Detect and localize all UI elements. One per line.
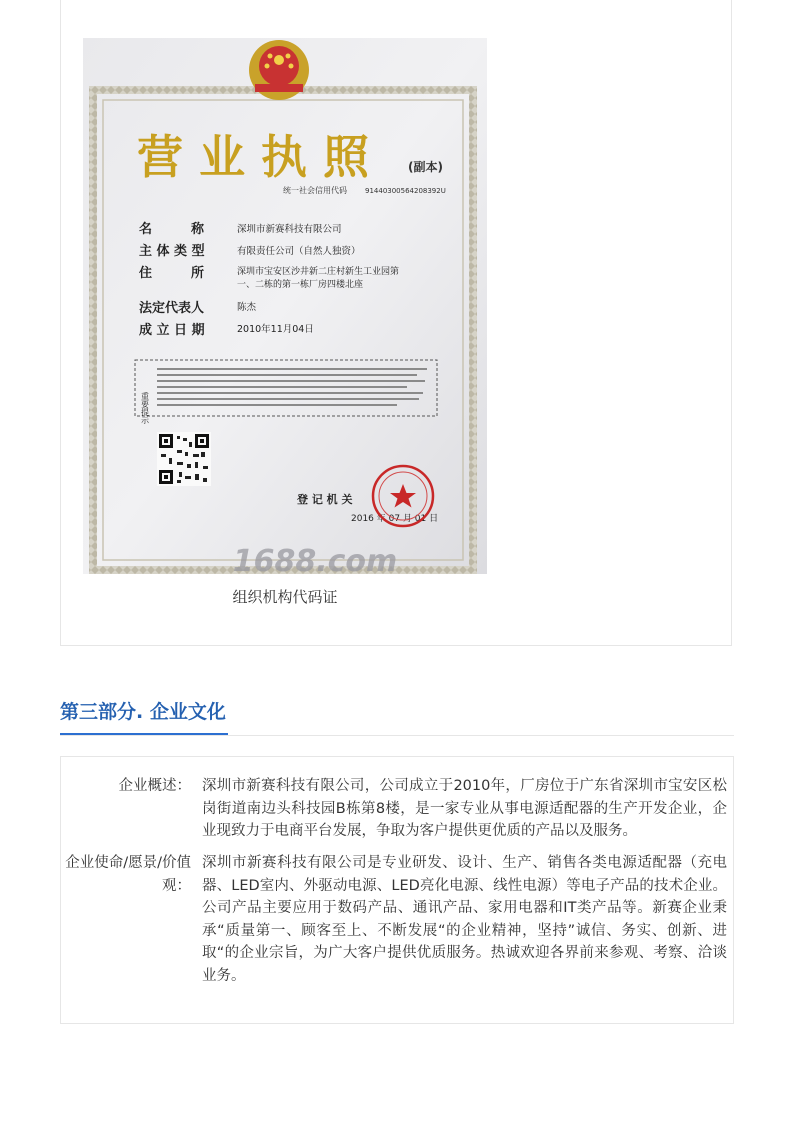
credit-code-label: 统一社会信用代码 — [283, 186, 347, 195]
mission-label: 企业使命/愿景/价值观： — [65, 855, 191, 894]
field-value-rep: 陈杰 — [237, 302, 257, 313]
overview-text: 深圳市新赛科技有限公司，公司成立于2010年，厂房位于广东省深圳市宝安区松岗街道南边头科技园B栋第8楼，是一家专业从事电源适配器的生产开发企业，企业现致力于电商平台发展，争取为客户提供更优质的产品以及服务。 — [202, 778, 727, 839]
business-license-image[interactable] — [83, 38, 487, 574]
certificate-caption: 组织机构代码证 — [232, 588, 338, 606]
field-value-address-2: 一、二栋的第一栋厂房四楼北座 — [237, 280, 364, 290]
field-label-rep: 法定代表人 — [139, 301, 205, 316]
national-emblem-icon — [249, 40, 309, 100]
watermark: 1688.com — [232, 544, 398, 574]
issue-date: 2016 年 07 月 01 日 — [351, 514, 439, 524]
field-value-type: 有限责任公司（自然人独资） — [237, 246, 361, 257]
registrar-label: 登 记 机 关 — [297, 493, 353, 506]
field-label-date: 成 立 日 期 — [139, 323, 205, 338]
culture-card — [60, 756, 734, 1024]
field-label-type: 主 体 类 型 — [139, 244, 205, 259]
license-title: 营 业 执 照 — [136, 130, 370, 184]
copy-note: (副本) — [408, 160, 443, 174]
field-label-address: 住 所 — [139, 266, 205, 281]
overview-label: 企业概述： — [118, 778, 191, 794]
credit-code: 91440300564208392U — [365, 187, 446, 195]
qr-code-icon — [157, 432, 211, 486]
field-value-name: 深圳市新赛科技有限公司 — [237, 224, 342, 235]
notice-label: 重要提示 — [140, 392, 150, 424]
certificate-card — [60, 0, 732, 646]
field-value-date: 2010年11月04日 — [237, 324, 314, 335]
section-title: 第三部分. 企业文化 — [60, 697, 228, 735]
field-label-name: 名 称 — [139, 222, 205, 237]
mission-text: 深圳市新赛科技有限公司是专业研发、设计、生产、销售各类电源适配器（充电器、LED室内、外驱动电源、LED亮化电源、线性电源）等电子产品的技术企业。公司产品主要应用于数码产品、通讯产品、家用电器和IT类产品等。新赛企业秉承“质量第一、顾客至上、不断发展“的企业精神，坚持”诚信、务实、创新、进取“的企业宗旨，为广大客户提供优质服务。热诚欢迎各界前来参观、考察、洽谈业务。 — [202, 855, 727, 984]
section-heading — [60, 697, 734, 736]
field-value-address-1: 深圳市宝安区沙井新二庄村新生工业园第 — [237, 267, 400, 277]
